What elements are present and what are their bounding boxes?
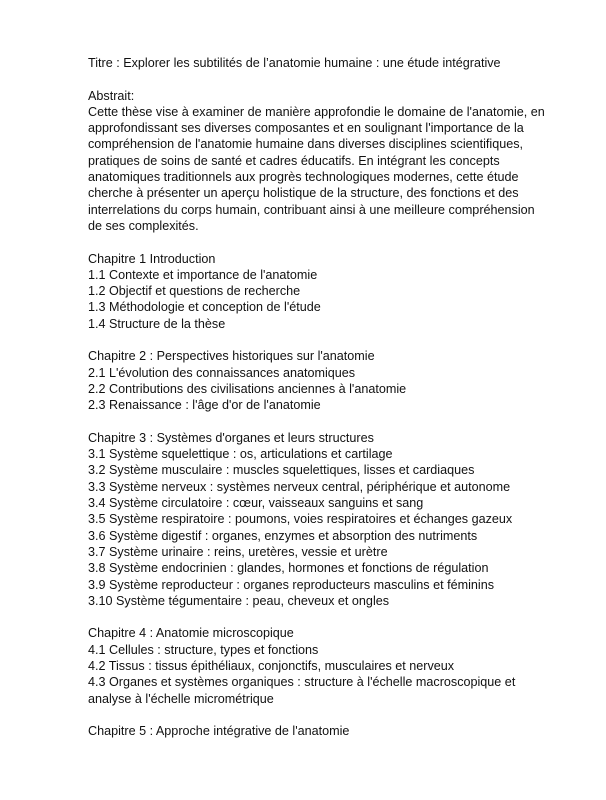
chapter-4-section xyxy=(88,625,548,706)
toc-item: 3.2 Système musculaire : muscles squelettiques, lisses et cardiaques xyxy=(88,463,475,478)
toc-item: 2.1 L'évolution des connaissances anatomiques xyxy=(88,365,356,380)
chapter-title: Chapitre 4 : Anatomie microscopique xyxy=(88,626,294,641)
abstract-line: compréhension de l'anatomie humaine dans diverses disciplines scientifiques, xyxy=(88,137,524,152)
toc-item: 3.8 Système endocrinien : glandes, hormones et fonctions de régulation xyxy=(88,561,489,576)
toc-item: 1.1 Contexte et importance de l'anatomie xyxy=(88,267,318,282)
toc-item: 4.1 Cellules : structure, types et fonctions xyxy=(88,642,319,657)
abstract-line: de ses complexités. xyxy=(88,218,199,233)
chapter-title: Chapitre 5 : Approche intégrative de l'anatomie xyxy=(88,724,350,739)
abstract-line: interrelations du corps humain, contribuant ainsi à une meilleure compréhension xyxy=(88,202,535,217)
toc-item: 2.3 Renaissance : l'âge d'or de l'anatomie xyxy=(88,398,321,413)
toc-item: 1.2 Objectif et questions de recherche xyxy=(88,284,301,299)
toc-item: analyse à l'échelle micrométrique xyxy=(88,691,274,706)
toc-item: 4.3 Organes et systèmes organiques : structure à l'échelle macroscopique et xyxy=(88,675,516,690)
chapter-1-section xyxy=(88,251,548,332)
document-title: Titre : Explorer les subtilités de l’anatomie humaine : une étude intégrative xyxy=(88,56,501,70)
abstract-line: cherche à présenter un aperçu holistique de la structure, des fonctions et des xyxy=(88,186,519,201)
toc-item: 3.5 Système respiratoire : poumons, voies respiratoires et échanges gazeux xyxy=(88,512,513,527)
chapter-2-section xyxy=(88,348,548,413)
toc-item: 1.4 Structure de la thèse xyxy=(88,316,226,331)
chapter-title: Chapitre 2 : Perspectives historiques sur l'anatomie xyxy=(88,349,375,364)
chapter-title: Chapitre 1 Introduction xyxy=(88,251,216,266)
toc-item: 4.2 Tissus : tissus épithéliaux, conjonctifs, musculaires et nerveux xyxy=(88,658,455,673)
abstract-section xyxy=(88,88,548,235)
chapter-3-section xyxy=(88,430,548,609)
toc-item: 3.10 Système tégumentaire : peau, cheveux et ongles xyxy=(88,593,390,608)
abstract-line: anatomiques traditionnels aux progrès technologiques modernes, cette étude xyxy=(88,170,519,185)
chapter-title: Chapitre 3 : Systèmes d'organes et leurs structures xyxy=(88,430,374,445)
toc-item: 3.4 Système circulatoire : cœur, vaisseaux sanguins et sang xyxy=(88,496,424,511)
spacer xyxy=(88,707,548,723)
document-body xyxy=(88,55,548,739)
spacer xyxy=(88,609,548,625)
spacer xyxy=(88,71,548,87)
toc-item: 3.1 Système squelettique : os, articulations et cartilage xyxy=(88,447,393,462)
abstract-line: approfondissant ses diverses composantes et en soulignant l'importance de la xyxy=(88,121,524,136)
toc-item: 3.7 Système urinaire : reins, uretères, vessie et urètre xyxy=(88,544,388,559)
toc-item: 3.6 Système digestif : organes, enzymes et absorption des nutriments xyxy=(88,528,478,543)
toc-item: 2.2 Contributions des civilisations anciennes à l'anatomie xyxy=(88,381,407,396)
chapter-5-section xyxy=(88,723,548,739)
abstract-line: pratiques de soins de santé et cadres éducatifs. En intégrant les concepts xyxy=(88,153,500,168)
toc-item: 3.9 Système reproducteur : organes reproducteurs masculins et féminins xyxy=(88,577,494,592)
toc-item: 1.3 Méthodologie et conception de l'étude xyxy=(88,300,321,315)
spacer xyxy=(88,332,548,348)
toc-item: 3.3 Système nerveux : systèmes nerveux central, périphérique et autonome xyxy=(88,479,511,494)
abstract-line: Cette thèse vise à examiner de manière approfondie le domaine de l'anatomie, en xyxy=(88,104,545,119)
spacer xyxy=(88,414,548,430)
abstract-heading: Abstrait: xyxy=(88,88,135,103)
spacer xyxy=(88,234,548,250)
title-line xyxy=(88,55,548,71)
